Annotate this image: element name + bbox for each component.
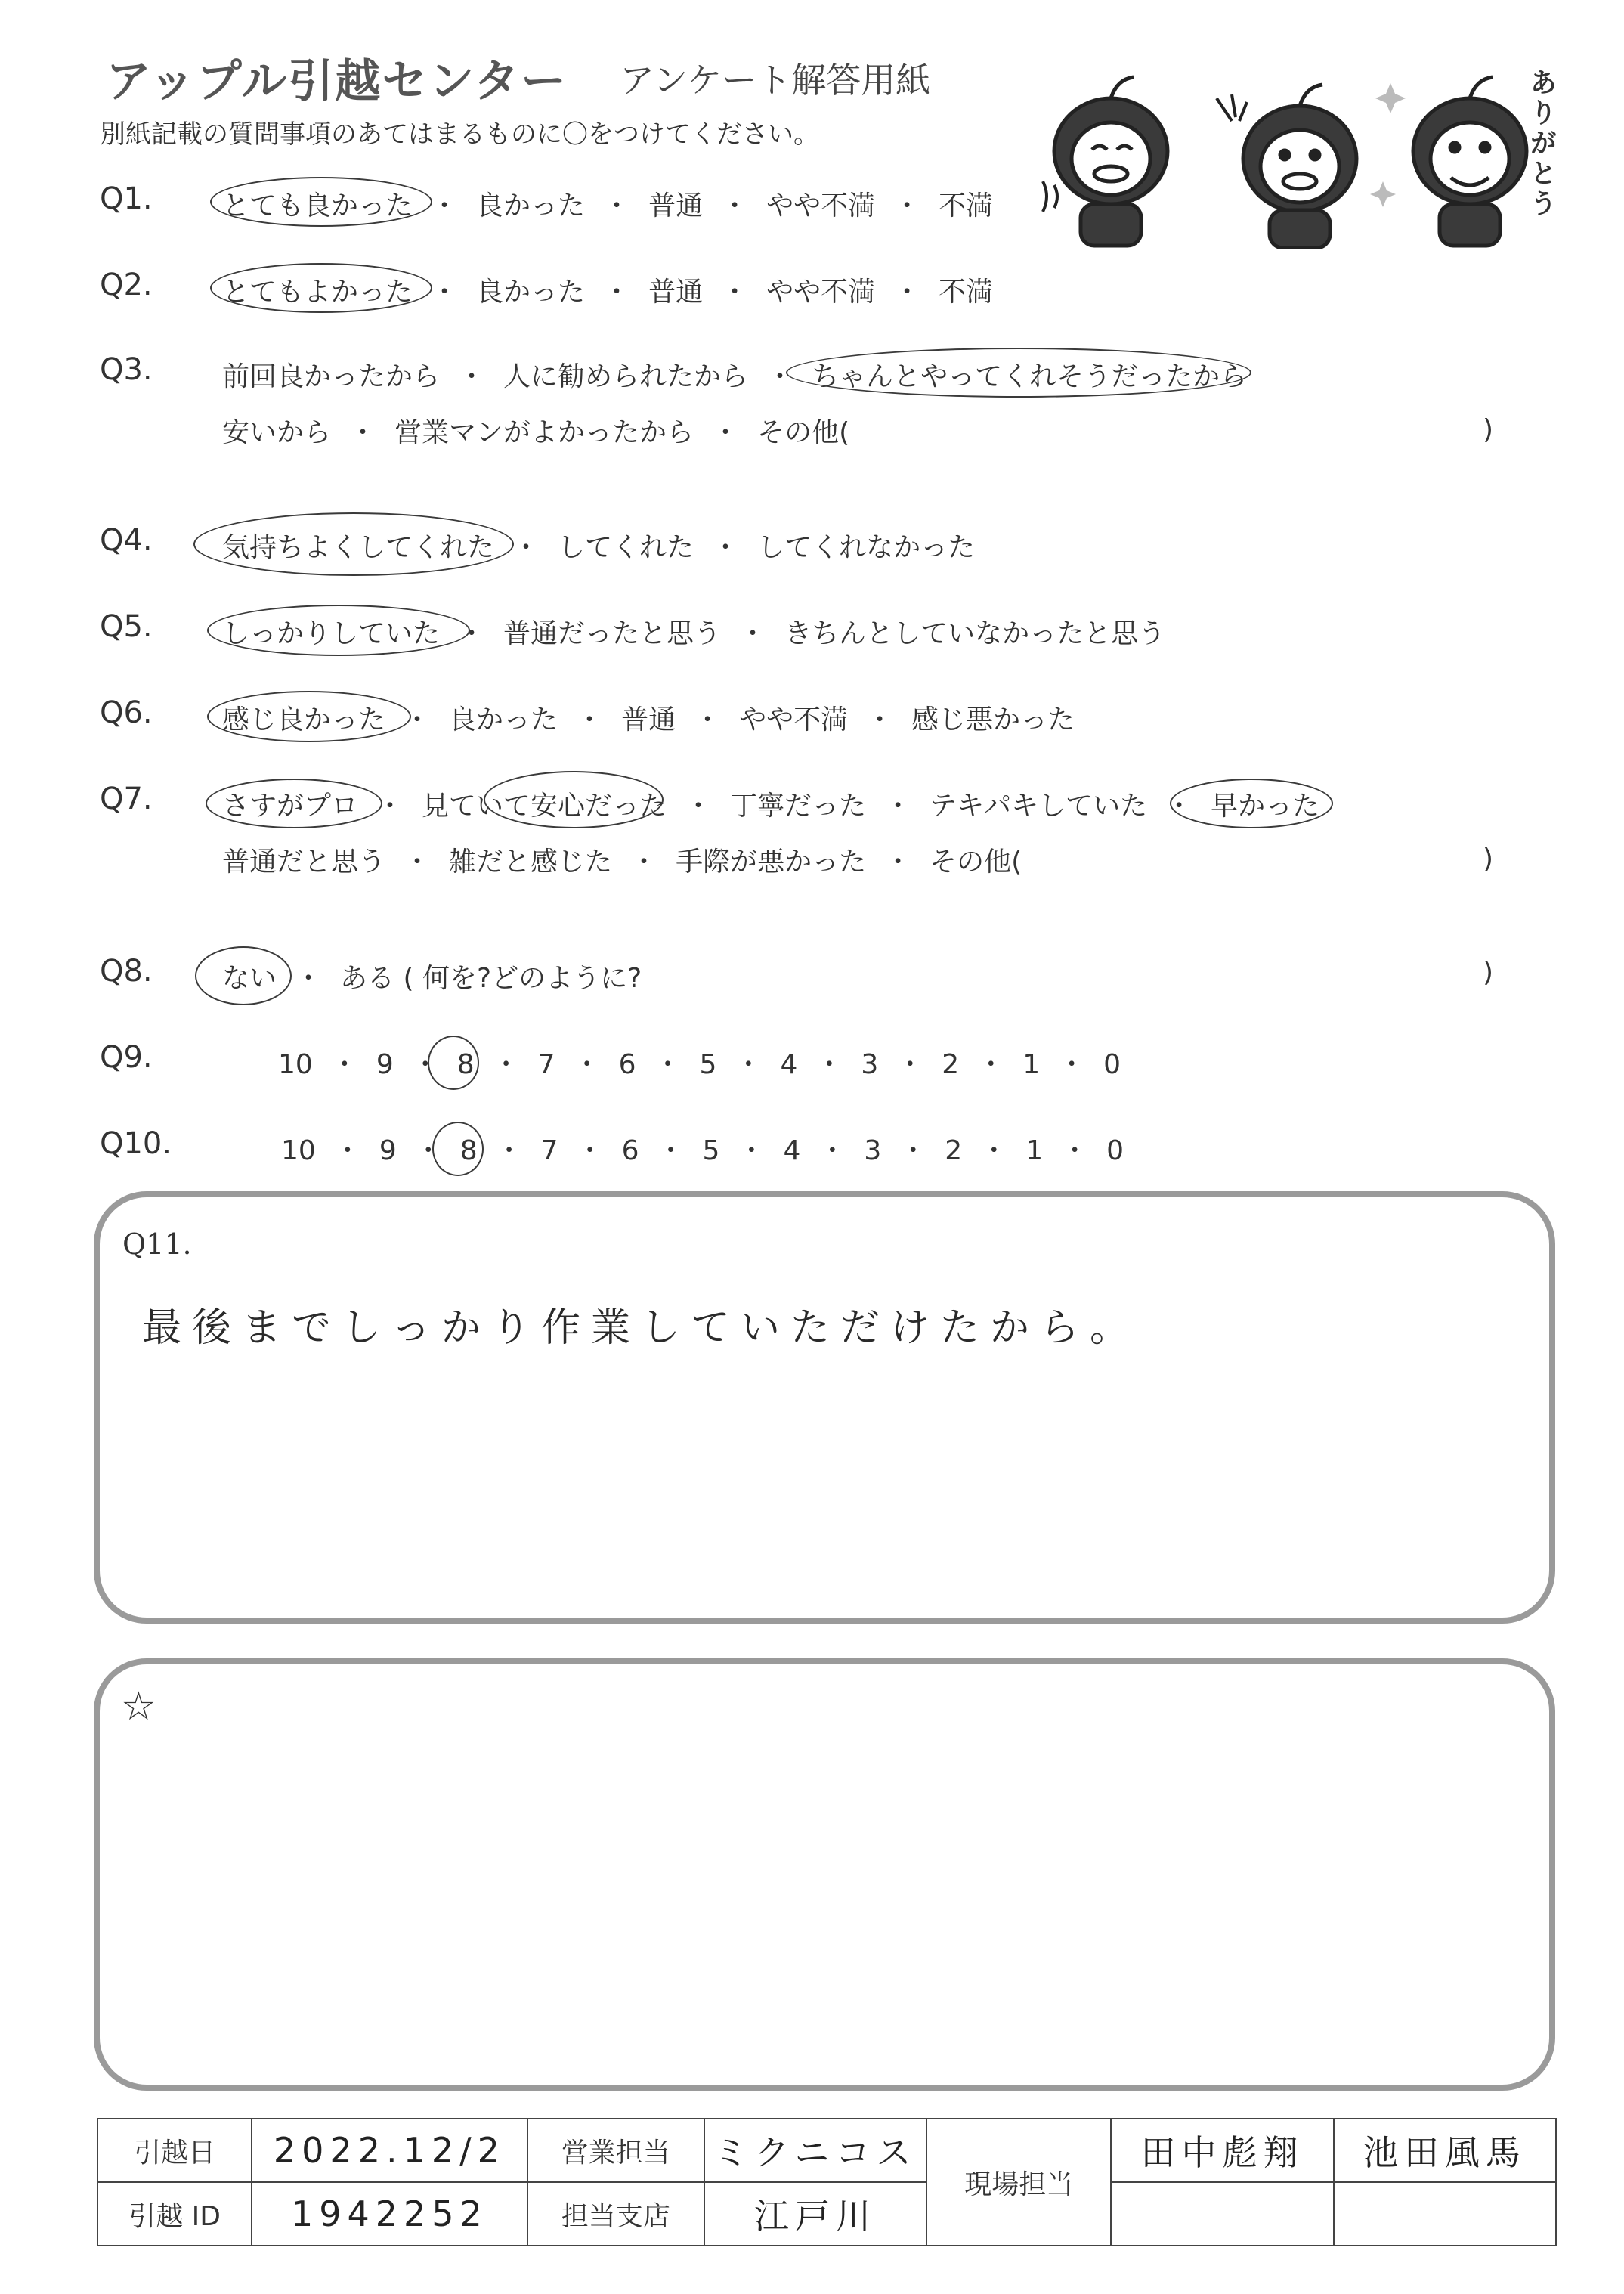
rating-option[interactable]: 6	[621, 1135, 639, 1166]
form-title: アップル引越センター	[106, 55, 568, 108]
question-q2: Q2. とてもよかった ・ 良かった ・ 普通 ・ やや不満 ・ 不満	[0, 268, 1624, 313]
question-label: Q6.	[100, 695, 153, 730]
move-date-label: 引越日	[97, 2119, 252, 2182]
question-label: Q3.	[100, 352, 153, 387]
rating-option[interactable]: 8	[456, 1049, 475, 1080]
sales-value: ミクニコス	[704, 2119, 926, 2182]
branch-label: 担当支店	[527, 2182, 704, 2246]
question-q4: Q4. 気持ちよくしてくれた ・ してくれた ・ してくれなかった	[0, 523, 1624, 568]
rating-option[interactable]: 4	[780, 1049, 798, 1080]
option[interactable]: とてもよかった	[222, 277, 413, 308]
close-paren: )	[1483, 957, 1494, 988]
option[interactable]: 普通	[648, 190, 704, 221]
option[interactable]: 感じ良かった	[222, 704, 386, 735]
question-q3: Q3. 前回良かったから ・ 人に勧められたから ・ ちゃんとやってくれそうだったから 安いから ・ 営業マンがよかったから ・ その他( )	[0, 352, 1624, 450]
rating-option[interactable]: 4	[783, 1135, 801, 1166]
site-staff-empty-cell	[1111, 2182, 1333, 2246]
question-label: Q9.	[100, 1040, 153, 1075]
option[interactable]: 早かった	[1211, 791, 1320, 822]
form-subtitle: アンケート解答用紙	[620, 60, 931, 101]
option[interactable]: 営業マンがよかったから	[394, 417, 694, 448]
rating-option[interactable]: 3	[861, 1049, 879, 1080]
rating-option[interactable]: 5	[702, 1135, 720, 1166]
rating-option[interactable]: 6	[618, 1049, 636, 1080]
rating-option[interactable]: 1	[1025, 1135, 1044, 1166]
rating-option[interactable]: 9	[376, 1049, 394, 1080]
option[interactable]: してくれなかった	[757, 532, 976, 563]
move-date-value: 2022.12/2	[252, 2119, 527, 2182]
option[interactable]: ない	[222, 963, 277, 994]
thank-you-text: ありがとう	[1526, 68, 1557, 219]
question-label: Q7.	[100, 782, 153, 816]
move-info-table	[97, 2118, 1557, 2246]
question-label: Q8.	[100, 954, 153, 989]
option[interactable]: やや不満	[766, 277, 876, 308]
selection-circle	[210, 177, 432, 227]
move-id-value: 1942252	[252, 2182, 527, 2246]
star-icon: ☆	[121, 1684, 156, 1729]
option[interactable]: さすがプロ	[222, 791, 359, 822]
option[interactable]: 気持ちよくしてくれた	[222, 532, 495, 563]
selection-circle	[786, 348, 1251, 398]
move-id-label: 引越 ID	[97, 2182, 252, 2246]
rating-option[interactable]: 0	[1103, 1049, 1121, 1080]
option[interactable]: 前回良かったから	[222, 361, 441, 392]
comment-box[interactable]	[94, 1658, 1555, 2091]
selection-circle	[432, 1122, 484, 1176]
rating-option[interactable]: 2	[945, 1135, 963, 1166]
rating-option[interactable]: 0	[1106, 1135, 1124, 1166]
option[interactable]: ちゃんとやってくれそうだったから	[812, 361, 1248, 392]
option[interactable]: やや不満	[766, 190, 876, 221]
rating-option[interactable]: 9	[379, 1135, 397, 1166]
selection-circle	[207, 691, 411, 742]
close-paren: )	[1483, 844, 1494, 875]
option[interactable]: その他(	[930, 847, 1022, 878]
rating-option[interactable]: 10	[278, 1049, 313, 1080]
option[interactable]: 感じ悪かった	[911, 704, 1075, 735]
question-q8: Q8. ない ・ ある ( 何を?どのように? )	[0, 954, 1624, 999]
selection-circle	[206, 779, 382, 828]
site-staff-1: 田中彪翔	[1111, 2119, 1333, 2182]
option[interactable]: 手際が悪かった	[676, 847, 867, 878]
question-q5: Q5. しっかりしていた ・ 普通だったと思う ・ きちんとしていなかったと思う	[0, 609, 1624, 655]
instruction-text: 別紙記載の質問事項のあてはまるものに〇をつけてください。	[100, 119, 819, 150]
q11-label: Q11.	[122, 1227, 192, 1261]
q11-answer-box[interactable]	[94, 1191, 1555, 1624]
option[interactable]: 不満	[939, 277, 994, 308]
rating-option[interactable]: 2	[942, 1049, 960, 1080]
selection-circle	[195, 946, 292, 1005]
option[interactable]: しっかりしていた	[222, 618, 441, 649]
option[interactable]: 普通	[648, 277, 704, 308]
rating-option[interactable]: 7	[540, 1135, 558, 1166]
option[interactable]: 安いから	[222, 417, 332, 448]
question-q1: Q1. とても良かった ・ 良かった ・ 普通 ・ やや不満 ・ 不満	[0, 181, 1624, 227]
question-label: Q5.	[100, 609, 153, 644]
option[interactable]: 良かった	[476, 277, 586, 308]
option[interactable]: 普通だと思う	[222, 847, 386, 878]
selection-circle	[1170, 779, 1333, 828]
option[interactable]: きちんとしていなかったと思う	[784, 618, 1166, 649]
question-label: Q10.	[100, 1126, 172, 1161]
rating-option[interactable]: 5	[699, 1049, 717, 1080]
site-staff-2: 池田風馬	[1334, 2119, 1556, 2182]
option[interactable]: ある ( 何を?どのように?	[340, 963, 642, 994]
option[interactable]: やや不満	[739, 704, 849, 735]
question-q10: Q10. 10 ・ 9 ・ 8 ・ 7 ・ 6 ・ 5 ・ 4 ・ 3 ・ 2 ・ 1 ・ 0	[0, 1126, 1624, 1172]
option[interactable]: その他(	[757, 417, 850, 448]
selection-circle	[210, 263, 432, 313]
selection-circle	[428, 1036, 479, 1090]
sales-label: 営業担当	[527, 2119, 704, 2182]
option[interactable]: 丁寧だった	[730, 791, 867, 822]
question-q7: Q7. さすがプロ ・ 見ていて安心だった ・ 丁寧だった ・ テキパキしていた ・ 早かった 普通だと思う ・ 雑だと感じた ・ 手際が悪かった ・ その他( )	[0, 782, 1624, 880]
q11-answer-text: 最後までしっかり作業していただけたから。	[142, 1305, 1140, 1351]
question-label: Q1.	[100, 181, 153, 216]
rating-option[interactable]: 3	[864, 1135, 882, 1166]
option[interactable]: 普通	[621, 704, 676, 735]
option[interactable]: 見ていて安心だった	[422, 791, 667, 822]
selection-circle	[207, 605, 470, 656]
selection-circle	[193, 512, 514, 576]
rating-option[interactable]: 8	[459, 1135, 478, 1166]
rating-option[interactable]: 10	[281, 1135, 316, 1166]
question-q6: Q6. 感じ良かった ・ 良かった ・ 普通 ・ やや不満 ・ 感じ悪かった	[0, 695, 1624, 741]
close-paren: )	[1483, 414, 1494, 445]
option[interactable]: してくれた	[558, 532, 694, 563]
option[interactable]: 人に勧められたから	[503, 361, 749, 392]
selection-circle	[484, 771, 664, 828]
option[interactable]: 良かった	[476, 190, 586, 221]
option[interactable]: 雑だと感じた	[449, 847, 613, 878]
question-q9: Q9. 10 ・ 9 ・ 8 ・ 7 ・ 6 ・ 5 ・ 4 ・ 3 ・ 2 ・ 1 ・ 0	[0, 1040, 1624, 1085]
option[interactable]: 良かった	[449, 704, 558, 735]
option[interactable]: 普通だったと思う	[503, 618, 722, 649]
rating-option[interactable]: 1	[1022, 1049, 1041, 1080]
option[interactable]: 不満	[939, 190, 994, 221]
rating-option[interactable]: 7	[537, 1049, 555, 1080]
site-staff-empty-cell	[1334, 2182, 1556, 2246]
option[interactable]: テキパキしていた	[930, 791, 1148, 822]
question-label: Q4.	[100, 523, 153, 558]
question-label: Q2.	[100, 268, 153, 302]
branch-value: 江戸川	[704, 2182, 926, 2246]
site-staff-label: 現場担当	[926, 2119, 1111, 2246]
option[interactable]: とても良かった	[222, 190, 413, 221]
